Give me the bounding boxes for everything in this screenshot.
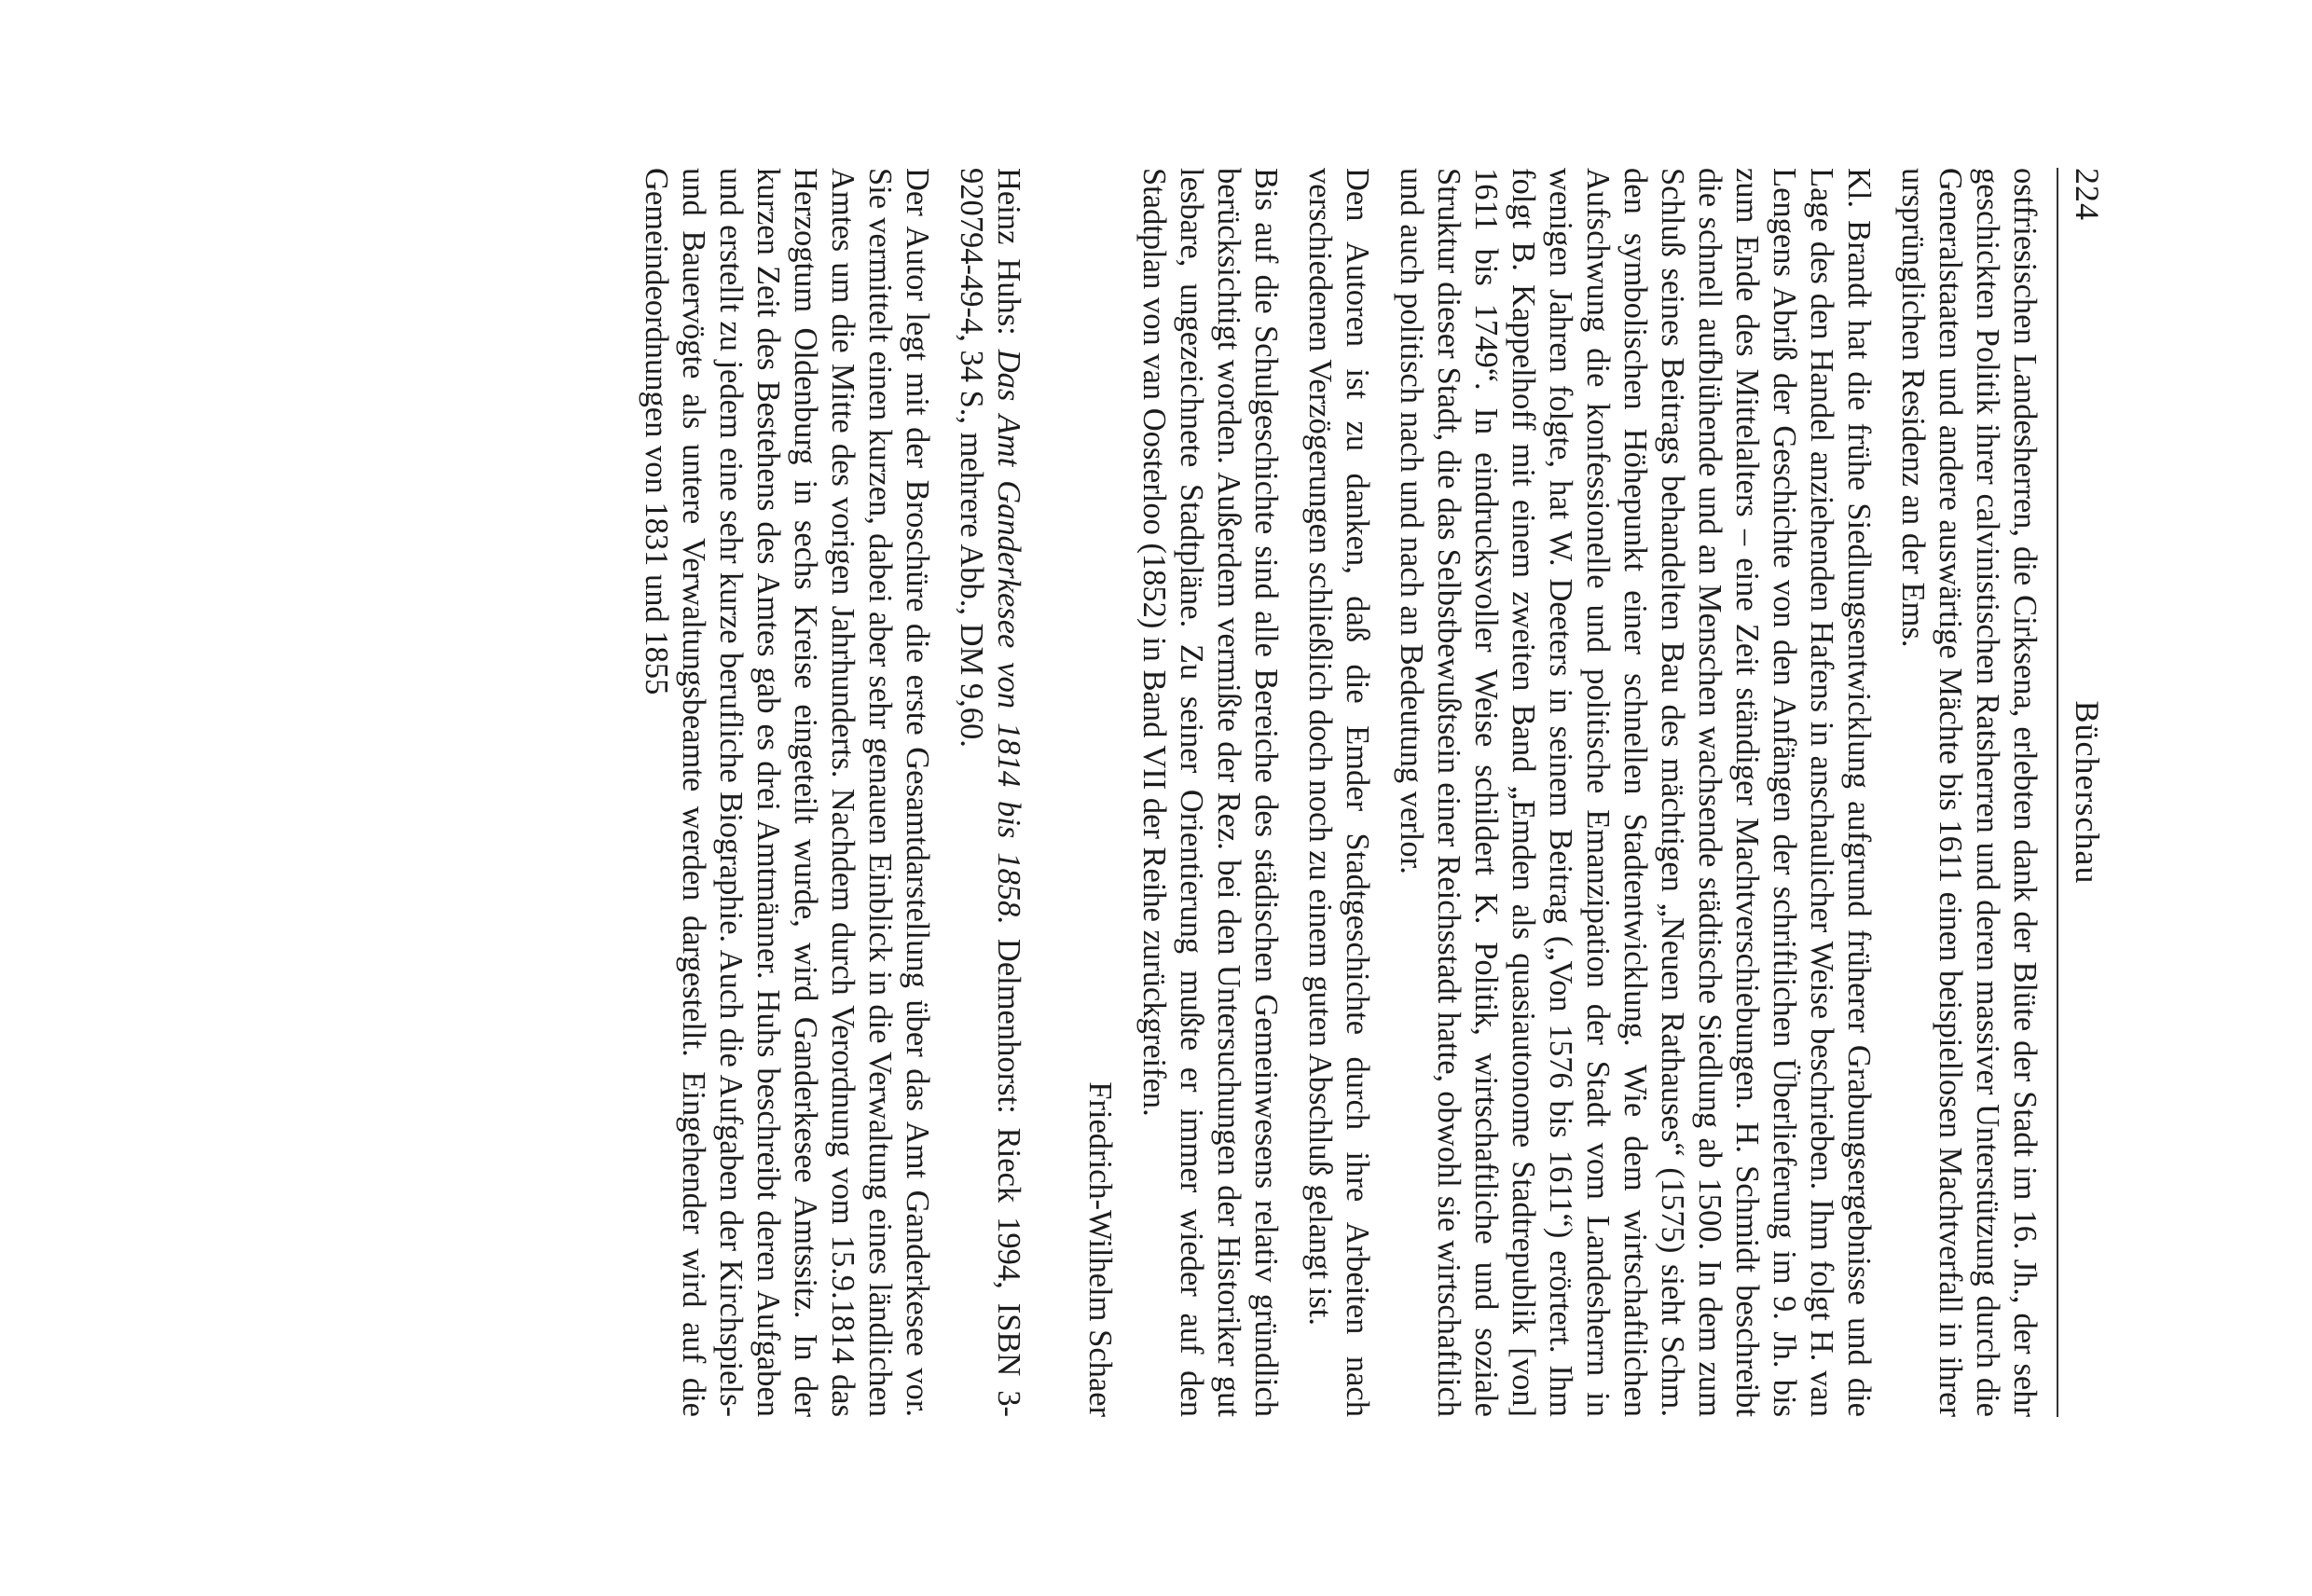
citation-title: Das Amt Ganderkesee von 1814 bis 1858. bbox=[991, 349, 1026, 925]
page-number: 224 bbox=[2069, 168, 2106, 221]
review-paragraph-1: Der Autor legt mit der Broschüre die erste Gesamtdarstellung über das Amt Ganderkesee vor. Sie vermittelt einen kurzen, dabei aber sehr genauen Einblick in die Verwaltung eines ländlichen Amtes um die Mitte des vorigen Jahrhunderts. Nachdem durch Verordnung vom 15.9.1814 das Herzogtum Oldenburg in sechs Kreise eingeteilt wurde, wird Ganderkesee Amtssitz. In der kurzen Zeit des Bestehens des Amtes gab es drei Amtmänner. Huhs beschreibt deren Aufgaben und erstellt zu jedem eine sehr kurze berufliche Biographie. Auch die Aufgaben der Kirchspiels- und Bauervögte als untere Verwaltungsbeamte werden dargestellt. Eingehender wird auf die Gemeindeordnungen von 1831 und 1855 bbox=[639, 168, 935, 1417]
paragraph-2: Kl. Brandt hat die frühe Siedlungsentwicklung aufgrund früherer Grabungsergebnisse und die Lage des den Handel anziehenden Hafens in anschaulicher Weise beschrieben. Ihm folgt H. van Lengens Abriß der Geschichte von den Anfängen der schriftlichen Überlieferung im 9. Jh. bis zum Ende des Mittelalters – eine Zeit ständiger Machtverschiebungen. H. Schmidt beschreibt die schnell aufblühende und an Menschen wachsende städtische Siedlung ab 1500. In dem zum Schluß seines Beitrags behandelten Bau des mächtigen „Neuen Rathauses“ (1575) sieht Schm. den symbolischen Höhepunkt einer schnellen Stadtentwicklung. Wie dem wirtschaftlichen Aufschwung die konfessionelle und politische Emanzipation der Stadt vom Landesherrn in wenigen Jahren folgte, hat W. Deeters in seinem Beitrag („Von 1576 bis 1611“) erörtert. Ihm folgt B. Kappelhoff mit einem zweiten Band „Emden als quasiautonome Stadtrepublik [von] 1611 bis 1749“. In eindrucksvoller Weise schildert K. Politik, wirtschaftliche und soziale Struktur dieser Stadt, die das Selbstbewußtsein einer Reichsstadt hatte, obwohl sie wirtschaftlich und auch politisch nach und nach an Bedeutung verlor. bbox=[1394, 168, 1877, 1417]
citation-author: Heinz Huhs: bbox=[991, 168, 1026, 336]
paragraph-4: Bis auf die Schulgeschichte sind alle Bereiche des städischen Gemeinwesens relativ gründlich berücksichtigt worden. Außerdem vermißte der Rez. bei den Untersuchungen der Historiker gut lesbare, ungezeichnete Stadtpläne. Zu seiner Orientierung mußte er immer wieder auf den Stadtplan von van Oosterloo (1852) in Band VII der Reihe zurückgreifen. bbox=[1136, 168, 1284, 1417]
rotated-page bbox=[214, 168, 2126, 1417]
citation-details: Delmenhorst: Rieck 1994, ISBN 3-920794-49-4, 34 S., mehrere Abb., DM 9,60. bbox=[954, 168, 1026, 1418]
running-title: Bücherschau bbox=[2069, 700, 2106, 885]
reviewer-signature: Friedrich-Wilhelm Schaer bbox=[1082, 1081, 1118, 1417]
page-body bbox=[638, 168, 2057, 1417]
page-header bbox=[2057, 168, 2126, 1417]
paragraph-3: Den Autoren ist zu danken, daß die Emder Stadtgeschichte durch ihre Arbeiten nach verschiedenen Verzögerungen schließlich doch noch zu einem guten Abschluß gelangt ist. bbox=[1302, 168, 1375, 1417]
paragraph-1: ostfriesischen Landesherren, die Cirksena, erlebten dank der Blüte der Stadt im 16. Jh., der sehr geschickten Politik ihrer calvinistischen Ratsherren und deren massiver Unterstützung durch die Generalstaaten und andere auswärtige Mächte bis 1611 einen beispiellosen Machtverfall in ihrer ursprünglichen Residenz an der Ems. bbox=[1895, 168, 2043, 1417]
book-citation bbox=[953, 168, 1027, 1417]
